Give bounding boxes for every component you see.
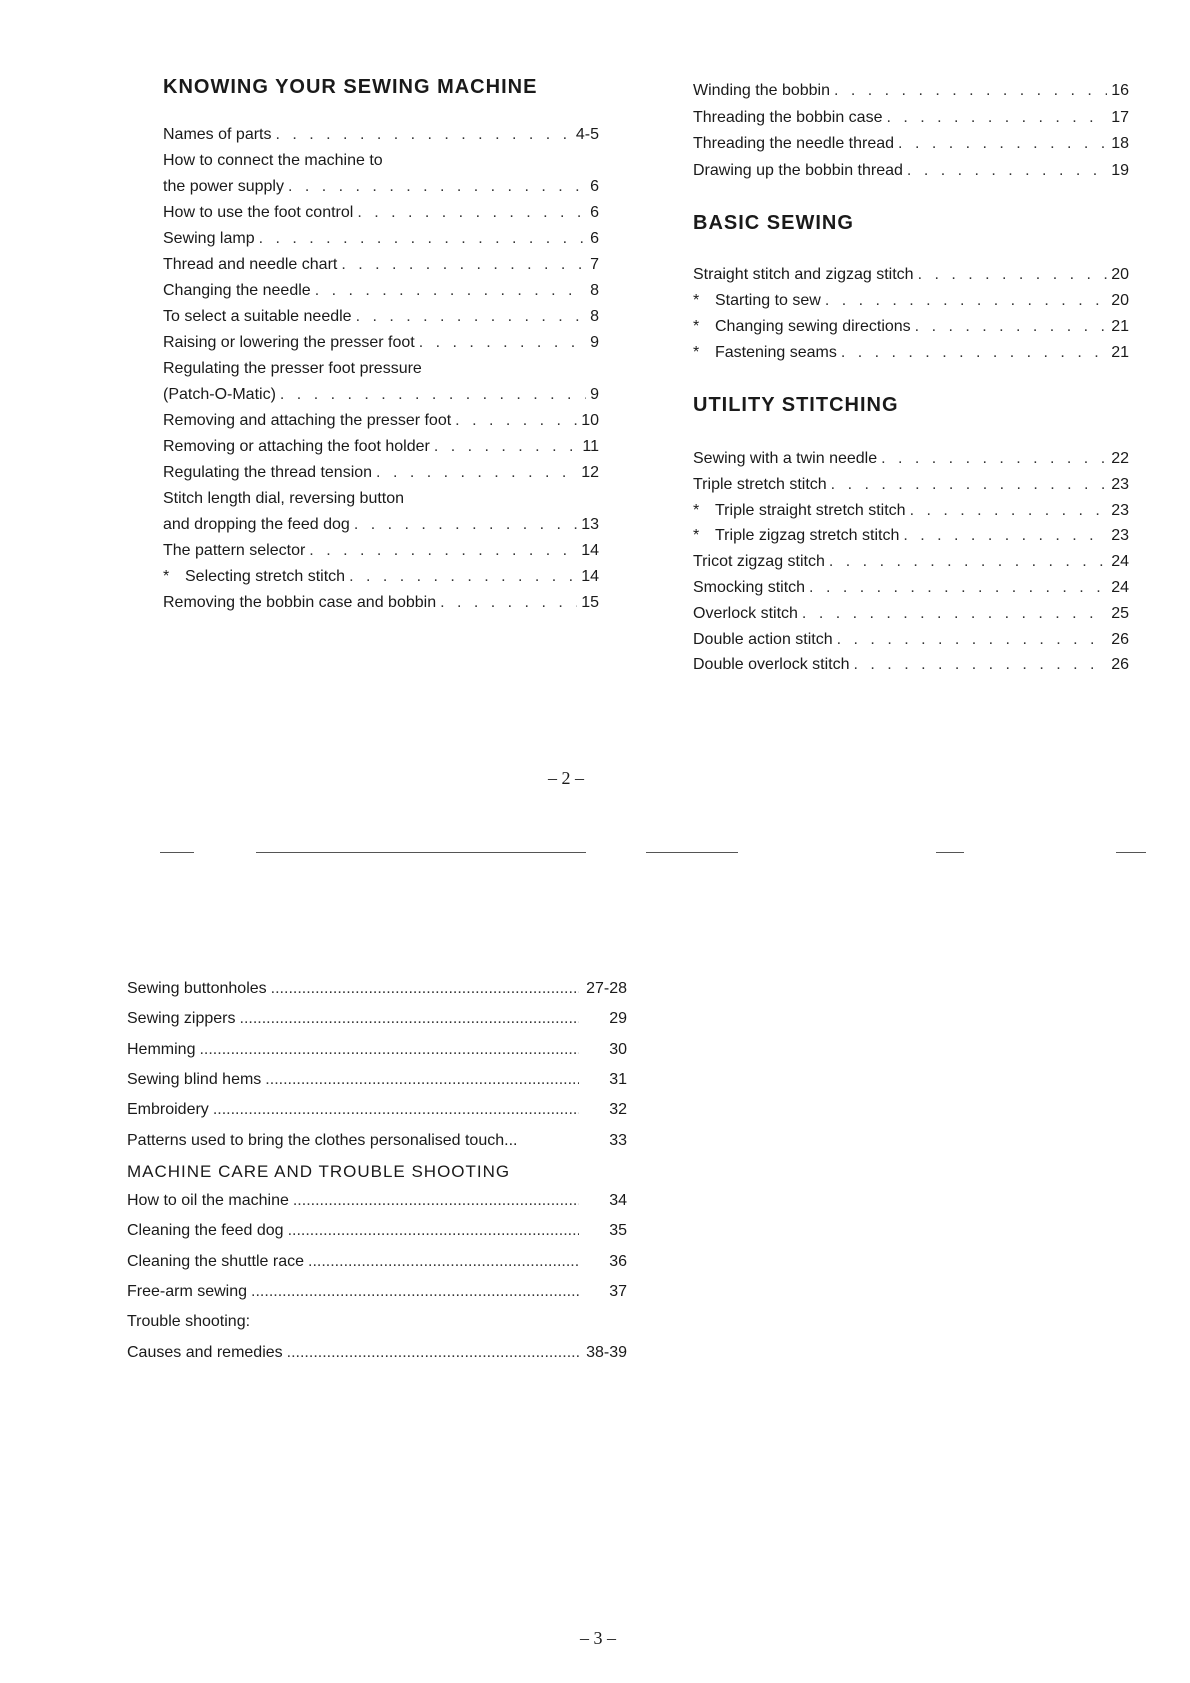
- toc-entry: [693, 605, 1129, 629]
- toc-entry-page: 36: [609, 1252, 627, 1270]
- section-title-basic-sewing: BASIC SEWING: [693, 212, 854, 234]
- toc-entry: [163, 568, 599, 592]
- toc-bullet: *: [693, 344, 700, 361]
- toc-entry-page: 33: [609, 1131, 627, 1149]
- toc-entry: [127, 1162, 627, 1192]
- toc-entry-label: Tricot zigzag stitch: [693, 553, 825, 571]
- toc-entry-label: Regulating the presser foot pressure: [163, 360, 422, 377]
- toc-entry-label: Hemming: [127, 1040, 196, 1058]
- toc-entry: [163, 594, 599, 618]
- page-number-3: – 3 –: [580, 1628, 616, 1648]
- toc-entry: [163, 152, 599, 176]
- toc-entry-page: 23: [1111, 475, 1129, 493]
- toc-entry: [127, 1101, 627, 1131]
- toc-entry-page: 9: [590, 386, 599, 403]
- toc-entry: [693, 266, 1129, 290]
- toc-bullet: *: [693, 292, 700, 309]
- toc-entry: [127, 1132, 627, 1162]
- toc-entry-page: 26: [1111, 656, 1129, 674]
- toc-entry: [163, 178, 599, 202]
- toc-entry-label: Drawing up the bobbin thread: [693, 161, 903, 179]
- toc-entry-page: 29: [609, 1010, 627, 1028]
- toc-leader-dots: [280, 386, 586, 404]
- toc-entry-label: Double overlock stitch: [693, 656, 850, 674]
- toc-entry-page: 26: [1111, 630, 1129, 648]
- toc-leader-dots: [213, 1101, 579, 1119]
- toc-entry-page: 38-39: [586, 1343, 627, 1361]
- toc-leader-dots: [349, 568, 577, 586]
- toc-entry: [127, 1192, 627, 1222]
- toc-entry-page: 8: [590, 282, 599, 299]
- toc-entry-page: 23: [1111, 501, 1129, 519]
- toc-entry-label: How to use the foot control: [163, 204, 354, 221]
- toc-leader-dots: [288, 178, 586, 196]
- toc-entry-page: 10: [581, 412, 599, 429]
- toc-leader-dots: [288, 1222, 579, 1240]
- toc-entry: [127, 1344, 627, 1374]
- toc-entry-page: 20: [1111, 292, 1129, 309]
- toc-entry: [163, 490, 599, 514]
- toc-entry-page: 16: [1111, 82, 1129, 99]
- toc-leader-dots: [315, 282, 586, 300]
- toc-entry-label: Stitch length dial, reversing button: [163, 490, 405, 507]
- toc-entry-label: Starting to sew: [715, 292, 821, 309]
- toc-entry: [693, 502, 1129, 526]
- toc-leader-dots: [354, 516, 577, 534]
- toc-entry: [127, 1283, 627, 1313]
- toc-leader-dots: [915, 318, 1108, 336]
- toc-entry: [693, 450, 1129, 474]
- toc-leader-dots: [886, 109, 1107, 127]
- toc-entry-label: Selecting stretch stitch: [185, 568, 346, 585]
- toc-entry-page: 18: [1111, 135, 1129, 152]
- toc-entry-label: Removing and attaching the presser foot: [163, 412, 452, 429]
- toc-entry-page: 27-28: [586, 980, 627, 997]
- toc-leader-dots: [259, 230, 586, 248]
- toc-entry: [163, 386, 599, 410]
- toc-leader-dots: [825, 292, 1107, 310]
- toc-entry: [693, 553, 1129, 577]
- toc-entry-label: Patterns used to bring the clothes personalised touch...: [127, 1131, 518, 1149]
- toc-entry-page: 14: [581, 568, 599, 585]
- toc-entry-page: 24: [1111, 579, 1129, 596]
- page-separator: [160, 852, 194, 853]
- toc-entry: [163, 334, 599, 358]
- toc-entry-label: Free-arm sewing: [127, 1283, 248, 1300]
- toc-entry: [693, 135, 1129, 159]
- toc-leader-dots: [341, 256, 586, 274]
- toc-entry: [163, 204, 599, 228]
- toc-heading: MACHINE CARE AND TROUBLE SHOOTING: [127, 1161, 511, 1181]
- toc-entry-label: Threading the bobbin case: [693, 108, 883, 126]
- toc-entry-label: Double action stitch: [693, 630, 833, 648]
- toc-entry-label: Regulating the thread tension: [163, 464, 373, 481]
- toc-entry-page: 19: [1111, 161, 1129, 179]
- toc-entry-label: Triple stretch stitch: [693, 475, 827, 493]
- toc-entry: [127, 1041, 627, 1071]
- toc-entry: [163, 412, 599, 436]
- toc-leader-dots: [309, 542, 577, 560]
- page-separator: [256, 852, 586, 853]
- toc-entry-page: 20: [1111, 266, 1129, 283]
- toc-entry-page: 8: [590, 308, 599, 325]
- toc-entry-label: Threading the needle thread: [693, 135, 895, 152]
- toc-leader-dots: [271, 980, 579, 998]
- toc-entry-label: Sewing lamp: [163, 230, 255, 247]
- page-number-2: – 2 –: [548, 768, 584, 788]
- toc-leader-dots: [356, 308, 587, 326]
- toc-entry-label: Smocking stitch: [693, 579, 806, 596]
- toc-entry: [693, 82, 1129, 106]
- toc-entry-label: Changing sewing directions: [715, 318, 911, 335]
- toc-entry: [693, 631, 1129, 655]
- toc-entry-page: 14: [581, 542, 599, 559]
- toc-entry: [127, 1253, 627, 1283]
- toc-entry: [163, 360, 599, 384]
- toc-entry: [163, 438, 599, 462]
- toc-entry: [693, 656, 1129, 680]
- toc-entry-page: 34: [609, 1192, 627, 1210]
- section-title-knowing: KNOWING YOUR SEWING MACHINE: [163, 76, 538, 98]
- toc-bullet: *: [693, 318, 700, 335]
- toc-entry: [163, 282, 599, 306]
- toc-entry-page: 25: [1111, 604, 1129, 622]
- toc-entry-page: 21: [1111, 318, 1129, 335]
- toc-entry: [693, 109, 1129, 133]
- toc-entry-label: Names of parts: [163, 126, 272, 143]
- toc-entry: [163, 256, 599, 280]
- toc-entry-page: 7: [590, 256, 599, 273]
- toc-entry-page: 17: [1111, 108, 1129, 126]
- toc-entry-label: Changing the needle: [163, 282, 311, 299]
- toc-entry-label: Winding the bobbin: [693, 82, 830, 99]
- toc-entry-page: 22: [1111, 450, 1129, 467]
- section-title-utility-stitching: UTILITY STITCHING: [693, 394, 899, 416]
- toc-entry-page: 6: [590, 204, 599, 221]
- toc-entry-page: 9: [590, 334, 599, 351]
- toc-entry-label: Embroidery: [127, 1101, 209, 1119]
- toc-entry-label: Removing or attaching the foot holder: [163, 438, 430, 455]
- page-separator: [646, 852, 738, 853]
- toc-entry-page: 24: [1111, 553, 1129, 571]
- toc-entry-page: 15: [581, 594, 599, 611]
- toc-leader-dots: [881, 450, 1107, 468]
- toc-leader-dots: [809, 579, 1107, 597]
- toc-entry: [127, 1222, 627, 1252]
- toc-leader-dots: [240, 1010, 580, 1028]
- toc-entry-label: Causes and remedies: [127, 1343, 283, 1361]
- toc-leader-dots: [854, 656, 1108, 674]
- toc-entry-page: 31: [609, 1070, 627, 1088]
- toc-leader-dots: [841, 344, 1107, 362]
- toc-entry: [127, 1010, 627, 1040]
- toc-entry-label: (Patch-O-Matic): [163, 386, 276, 403]
- toc-entry: [693, 318, 1129, 342]
- toc-entry: [127, 1071, 627, 1101]
- toc-entry: [693, 344, 1129, 368]
- toc-entry-page: 23: [1111, 527, 1129, 545]
- toc-leader-dots: [308, 1253, 579, 1271]
- toc-leader-dots: [829, 553, 1107, 571]
- toc-leader-dots: [357, 204, 586, 222]
- toc-leader-dots: [907, 162, 1107, 180]
- toc-bullet: *: [163, 568, 170, 585]
- toc-leader-dots: [455, 412, 577, 430]
- toc-entry: [163, 126, 599, 150]
- toc-entry-label: Overlock stitch: [693, 604, 798, 622]
- toc-entry-label: the power supply: [163, 178, 284, 195]
- toc-entry-page: 6: [590, 178, 599, 195]
- toc-leader-dots: [898, 135, 1107, 153]
- toc-entry-label: Trouble shooting:: [127, 1313, 251, 1331]
- toc-leader-dots: [440, 594, 577, 612]
- toc-entry-page: 21: [1111, 344, 1129, 361]
- toc-leader-dots: [287, 1344, 579, 1362]
- toc-leader-dots: [918, 266, 1108, 284]
- toc-entry-label: Removing the bobbin case and bobbin: [163, 594, 437, 611]
- page-separator: [936, 852, 964, 853]
- toc-entry-page: 32: [609, 1101, 627, 1119]
- toc-entry: [127, 1313, 627, 1343]
- toc-leader-dots: [376, 464, 577, 482]
- toc-entry: [693, 292, 1129, 316]
- toc-bullet: *: [693, 501, 700, 519]
- toc-entry-page: 35: [609, 1222, 627, 1240]
- toc-leader-dots: [910, 502, 1108, 520]
- toc-entry-label: Raising or lowering the presser foot: [163, 334, 415, 351]
- toc-entry-page: 37: [609, 1283, 627, 1300]
- toc-leader-dots: [199, 1041, 579, 1059]
- toc-entry-label: Sewing zippers: [127, 1010, 236, 1028]
- toc-entry-label: Sewing with a twin needle: [693, 450, 878, 467]
- toc-entry-label: To select a suitable needle: [163, 308, 352, 325]
- toc-entry-label: Fastening seams: [715, 344, 837, 361]
- toc-leader-dots: [434, 438, 579, 456]
- toc-entry-label: Triple straight stretch stitch: [715, 501, 906, 519]
- toc-entry: [163, 230, 599, 254]
- toc-leader-dots: [265, 1071, 579, 1089]
- toc-entry: [693, 579, 1129, 603]
- toc-entry-label: Straight stitch and zigzag stitch: [693, 266, 914, 283]
- toc-entry-label: and dropping the feed dog: [163, 516, 350, 533]
- toc-entry: [693, 527, 1129, 551]
- toc-entry-label: How to connect the machine to: [163, 152, 383, 169]
- toc-leader-dots: [834, 82, 1107, 100]
- toc-entry-label: Sewing buttonholes: [127, 980, 267, 997]
- toc-entry-label: Cleaning the feed dog: [127, 1222, 284, 1240]
- page-separator: [1116, 852, 1146, 853]
- toc-entry-page: 6: [590, 230, 599, 247]
- toc-entry-label: How to oil the machine: [127, 1192, 289, 1210]
- toc-leader-dots: [419, 334, 586, 352]
- toc-entry-page: 13: [581, 516, 599, 533]
- toc-bullet: *: [693, 527, 700, 545]
- toc-entry-page: 11: [582, 438, 599, 455]
- toc-entry-page: 12: [581, 464, 599, 481]
- toc-entry: [163, 516, 599, 540]
- toc-leader-dots: [831, 476, 1108, 494]
- toc-entry: [127, 980, 627, 1010]
- toc-leader-dots: [275, 126, 571, 144]
- toc-leader-dots: [837, 631, 1108, 649]
- toc-leader-dots: [802, 605, 1107, 623]
- toc-entry: [163, 464, 599, 488]
- toc-leader-dots: [293, 1192, 579, 1210]
- toc-entry-label: Thread and needle chart: [163, 256, 338, 273]
- toc-entry-label: Sewing blind hems: [127, 1070, 262, 1088]
- toc-entry: [163, 308, 599, 332]
- toc-leader-dots: [251, 1283, 579, 1301]
- toc-entry: [163, 542, 599, 566]
- toc-entry: [693, 476, 1129, 500]
- toc-entry-label: Triple zigzag stretch stitch: [715, 527, 900, 545]
- toc-leader-dots: [903, 527, 1107, 545]
- toc-entry-page: 30: [609, 1040, 627, 1058]
- toc-entry-label: Cleaning the shuttle race: [127, 1252, 304, 1270]
- toc-entry: [693, 162, 1129, 186]
- toc-entry-page: 4-5: [575, 126, 599, 143]
- toc-entry-label: The pattern selector: [163, 542, 306, 559]
